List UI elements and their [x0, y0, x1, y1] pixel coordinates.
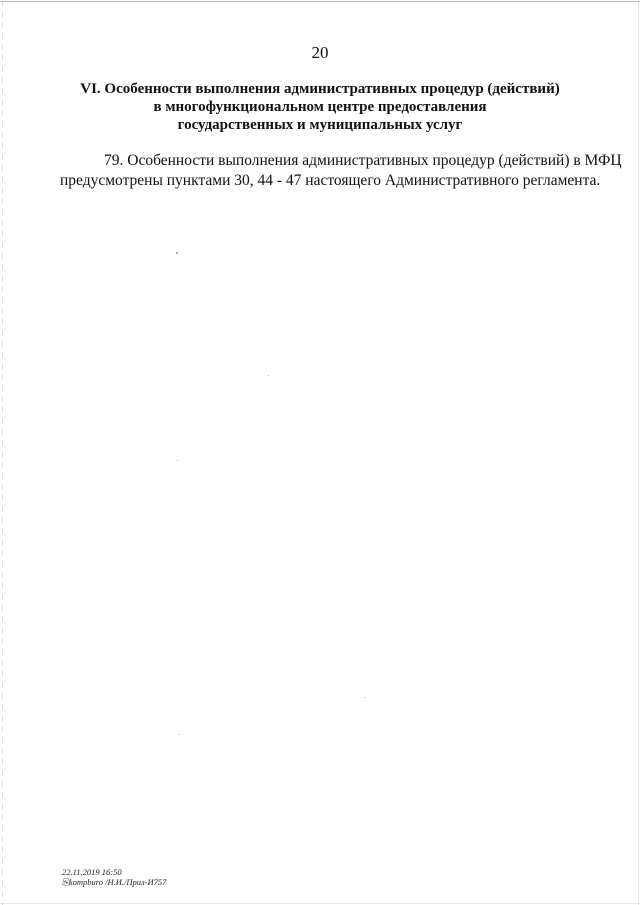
file-icon: ⎘: [62, 877, 69, 887]
page-number: 20: [311, 43, 329, 62]
scan-speck: [179, 734, 180, 735]
footer-file-path-text: kompburo /Н.И./Прил-И757: [68, 877, 167, 887]
scan-speck: [268, 375, 269, 376]
section-title-line-3: государственных и муниципальных услуг: [177, 117, 463, 133]
scan-edge-top: [0, 1, 640, 2]
scan-edge-right: [638, 0, 639, 905]
footer-timestamp: 22.11.2019 16:50: [62, 867, 122, 877]
scan-speck: [176, 252, 178, 254]
section-title: [60, 80, 580, 134]
section-title-line-1: VI. Особенности выполнения административных процедур (действий): [80, 81, 560, 97]
scan-speck: [364, 697, 365, 698]
footer-file-path: [62, 877, 166, 887]
section-title-line-2: в многофункциональном центре предоставления: [153, 99, 487, 115]
scan-edge-bottom: [0, 903, 640, 904]
paragraph-79: [60, 151, 622, 191]
paragraph-line-2: предусмотрены пунктами 30, 44 - 47 настоящего Административного регламента.: [60, 172, 601, 189]
scan-speck: [177, 460, 178, 461]
paragraph-line-1: 79. Особенности выполнения административных процедур (действий) в МФЦ: [104, 152, 622, 169]
scan-edge-left: [2, 0, 3, 905]
footer-note: [62, 867, 166, 887]
